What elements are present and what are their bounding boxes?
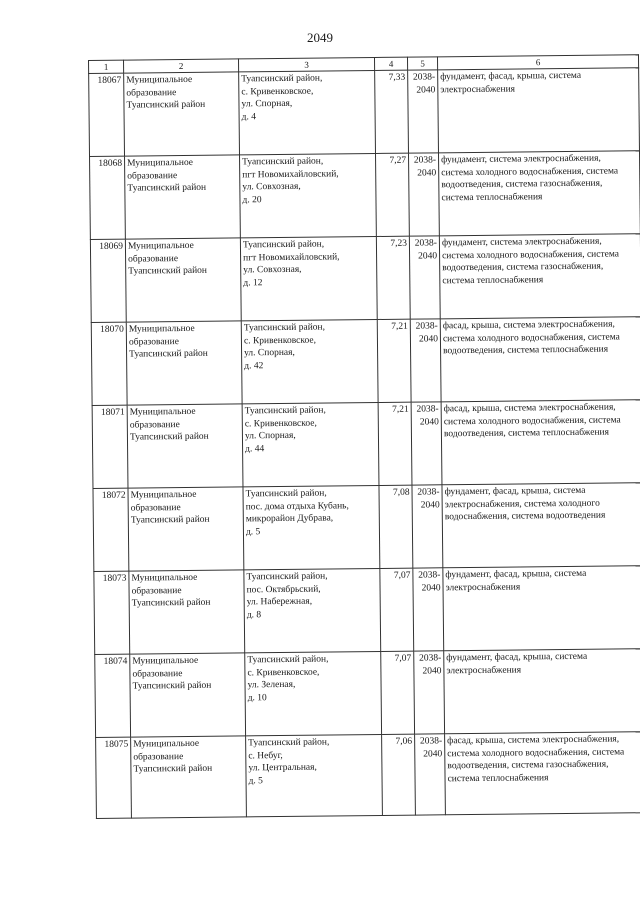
period-cell [413,568,444,651]
address-cell [241,319,378,403]
period-cell-line: 2040 [420,499,440,511]
period-cell-line: 2040 [421,582,441,594]
owner-cell-line: Туапсинский район [130,514,210,526]
works-cell-line: водоотведения, система теплоснабжения [443,344,609,357]
owner-cell-line: Муниципальное [128,323,195,335]
address-cell-line: Туапсинский район, [244,405,326,417]
address-cell-line: Туапсинский район, [248,737,330,749]
owner-cell-line: образование [127,170,178,182]
period-cell-line: 2038- [418,570,441,581]
works-cell-line: электроснабжения [440,84,516,95]
address-cell [245,651,382,735]
row-number: 18069 [90,239,126,322]
address-cell-line: микрорайон Дубрава, [245,513,334,525]
address-cell [242,402,379,486]
works-cell-line: система холодного водоснабжения, система [441,165,619,178]
address-cell-line: с. Кривенковское, [243,335,316,346]
address-cell-line: ул. Совхозная, [242,181,301,193]
works-cell-line: водоснабжения, система водоотведения [444,510,606,523]
period-cell-line: 2040 [423,748,443,760]
table-row [95,649,640,738]
works-cell-line: фасад, крыша, система электроснабжения, [442,319,615,332]
value-cell: 7,33 [375,70,409,153]
value-cell: 7,27 [375,153,409,236]
period-cell [408,70,439,153]
works-cell-line: фундамент, фасад, крыша, система [446,651,588,664]
owner-cell-line: Туапсинский район [127,182,207,194]
owner-cell-line: Муниципальное [130,489,197,501]
period-cell [414,651,445,734]
owner-cell-line: образование [128,336,179,348]
works-cell [445,732,640,815]
owner-cell [126,321,242,405]
address-cell [246,734,383,816]
works-cell [442,483,640,568]
address-cell-line: д. 8 [246,609,262,620]
owner-cell-line: Туапсинский район [133,763,213,775]
works-cell-line: водоотведения, система теплоснабжения [443,427,610,440]
works-cell-line: электроснабжения [446,664,522,676]
owner-cell-line: Туапсинский район [128,265,208,277]
address-cell-line: Туапсинский район, [242,156,324,168]
owner-cell-line: образование [129,419,180,431]
table-row [93,483,640,572]
works-cell-line: фундамент, фасад, крыша, система [445,568,587,581]
period-cell-line: 2040 [419,416,439,428]
works-cell-line: система теплоснабжения [447,772,549,784]
period-cell-line: 2040 [418,333,438,345]
owner-cell-line: Туапсинский район [129,348,208,360]
table-row [91,317,640,406]
works-cell [438,151,640,236]
owner-cell [125,238,241,322]
table-row [92,400,640,489]
column-header-4: 4 [374,57,407,70]
period-cell-line: 2040 [416,84,436,96]
address-cell-line: ул. Набережная, [246,596,313,608]
owner-cell [131,736,247,818]
owner-cell [128,487,244,571]
column-header-1: 1 [89,60,124,73]
works-cell-line: электроснабжения, система холодного [444,498,600,510]
owner-cell-line: Муниципальное [132,655,199,667]
register-table [88,54,640,819]
period-cell [408,153,439,236]
period-cell [409,236,440,319]
owner-cell-line: Муниципальное [127,157,194,169]
works-cell-line: водоотведения, система газоснабжения, [447,759,609,772]
address-cell-line: с. Кривенковское, [247,667,320,678]
address-cell-line: д. 42 [244,360,264,371]
table-row [89,68,640,157]
page-number: 2049 [307,30,333,45]
owner-cell-line: образование [126,87,177,99]
address-cell-line: с. Небуг, [248,750,283,761]
value-cell: 7,07 [380,568,414,651]
period-cell-line: 2040 [417,167,437,179]
works-cell-line: водоотведения, система газоснабжения, [442,261,604,274]
works-cell-line: система холодного водоснабжения, система [443,414,621,427]
works-cell-line: фундамент, фасад, крыша, система [444,485,586,498]
address-cell-line: ул. Зеленая, [247,679,296,691]
owner-cell [129,570,245,654]
value-cell: 7,06 [382,734,416,815]
address-cell-line: ул. Спорная, [244,430,296,442]
owner-cell-line: Муниципальное [129,406,196,418]
works-cell-line: система теплоснабжения [442,274,544,286]
owner-cell [125,155,241,239]
period-cell [411,402,442,485]
works-cell [440,317,640,402]
works-cell [439,234,640,319]
address-cell [244,568,381,652]
address-cell-line: с. Кривенковское, [244,418,317,429]
address-cell-line: д. 12 [243,277,263,288]
owner-cell-line: Туапсинский район [126,99,206,111]
owner-cell-line: Муниципальное [133,738,200,750]
owner-cell-line: Муниципальное [131,572,198,584]
works-cell [441,400,640,485]
column-header-2: 2 [124,59,239,73]
address-cell-line: ул. Центральная, [248,762,317,774]
owner-cell-line: образование [133,751,184,763]
period-cell [412,485,443,568]
works-cell-line: фундамент, система электроснабжения, [441,153,601,166]
row-number: 18074 [95,654,131,737]
address-cell-line: пос. дома отдыха Кубань, [245,500,349,512]
table-row [96,732,640,819]
address-cell-line: д. 5 [248,775,263,786]
address-cell [239,70,376,154]
works-cell-line: фундамент, система электроснабжения, [441,236,602,249]
value-cell: 7,07 [381,651,415,734]
address-cell-line: ул. Спорная, [244,347,295,359]
period-cell-line: 2038- [417,487,440,498]
works-cell-line: фундамент, фасад, крыша, система [440,70,582,83]
period-cell-line: 2038- [415,321,438,332]
table-row [94,566,640,655]
address-cell-line: д. 4 [241,111,256,122]
address-cell-line: д. 44 [245,443,265,454]
works-cell-line: электроснабжения [445,582,521,593]
owner-cell-line: Муниципальное [127,240,194,252]
value-cell: 7,21 [377,319,411,402]
works-cell-line: фасад, крыша, система электроснабжения, [443,402,616,415]
address-cell-line: ул. Спорная, [241,98,293,110]
table-row [90,234,640,323]
address-cell-line: ул. Совхозная, [243,264,302,276]
period-cell-line: 2038- [419,653,442,664]
period-cell-line: 2038- [419,736,443,747]
owner-cell-line: образование [131,585,182,597]
column-header-6: 6 [437,55,638,70]
value-cell: 7,21 [378,402,412,485]
works-cell [444,649,640,734]
works-cell-line: система холодного водоснабжения, система [447,746,625,759]
works-cell-line: фасад, крыша, система электроснабжения, [447,734,620,747]
owner-cell-line: Туапсинский район [132,680,212,692]
period-cell-line: 2038- [412,72,436,83]
address-cell-line: Туапсинский район, [242,239,325,251]
works-cell [438,68,640,153]
address-cell-line: Туапсинский район, [245,488,327,500]
value-cell: 7,08 [379,485,413,568]
address-cell [240,236,377,320]
address-cell [243,485,380,569]
period-cell-line: 2038- [414,238,437,249]
owner-cell [127,404,243,488]
address-cell-line: Туапсинский район, [246,571,328,583]
row-number: 18073 [94,571,130,654]
works-cell-line: водоотведения, система газоснабжения, [441,178,603,191]
row-number: 18075 [96,737,132,818]
address-cell-line: д. 5 [245,526,261,537]
address-cell-line: д. 20 [242,194,262,205]
owner-cell [124,72,240,156]
address-cell-line: Туапсинский район, [247,654,329,666]
owner-cell [130,653,246,737]
period-cell-line: 2040 [422,665,442,677]
owner-cell-line: Туапсинский район [129,431,209,443]
address-cell-line: Туапсинский район, [243,322,326,334]
address-cell-line: д. 10 [247,692,267,703]
address-cell-line: пгт Новомихайловский, [243,251,340,263]
works-cell-line: система холодного водоснабжения, система [442,331,620,344]
row-number: 18071 [92,405,128,488]
owner-cell-line: образование [128,253,179,265]
address-cell-line: с. Кривенковское, [241,86,314,97]
table-body [89,68,640,819]
owner-cell-line: образование [130,502,181,514]
row-number: 18068 [90,156,126,239]
period-cell [415,734,446,815]
value-cell: 7,23 [376,236,410,319]
table-row [90,151,640,240]
period-cell-line: 2040 [418,250,438,262]
owner-cell-line: Туапсинский район [131,597,211,609]
period-cell-line: 2038- [413,155,437,166]
works-cell-line: система теплоснабжения [441,191,543,203]
column-header-3: 3 [238,57,374,71]
row-number: 18072 [93,488,129,571]
works-cell-line: система холодного водоснабжения, система [442,248,620,261]
column-header-5: 5 [407,57,437,70]
owner-cell-line: Муниципальное [126,74,193,86]
address-cell-line: пос. Октябрьский, [246,584,321,595]
row-number: 18070 [91,322,127,405]
address-cell [240,153,377,237]
works-cell [443,566,640,651]
address-cell-line: Туапсинский район, [241,73,323,85]
period-cell-line: 2038- [416,404,439,415]
row-number: 18067 [89,73,125,156]
address-cell-line: пгт Новомихайловский, [242,168,339,180]
owner-cell-line: образование [132,668,183,680]
period-cell [410,319,441,402]
